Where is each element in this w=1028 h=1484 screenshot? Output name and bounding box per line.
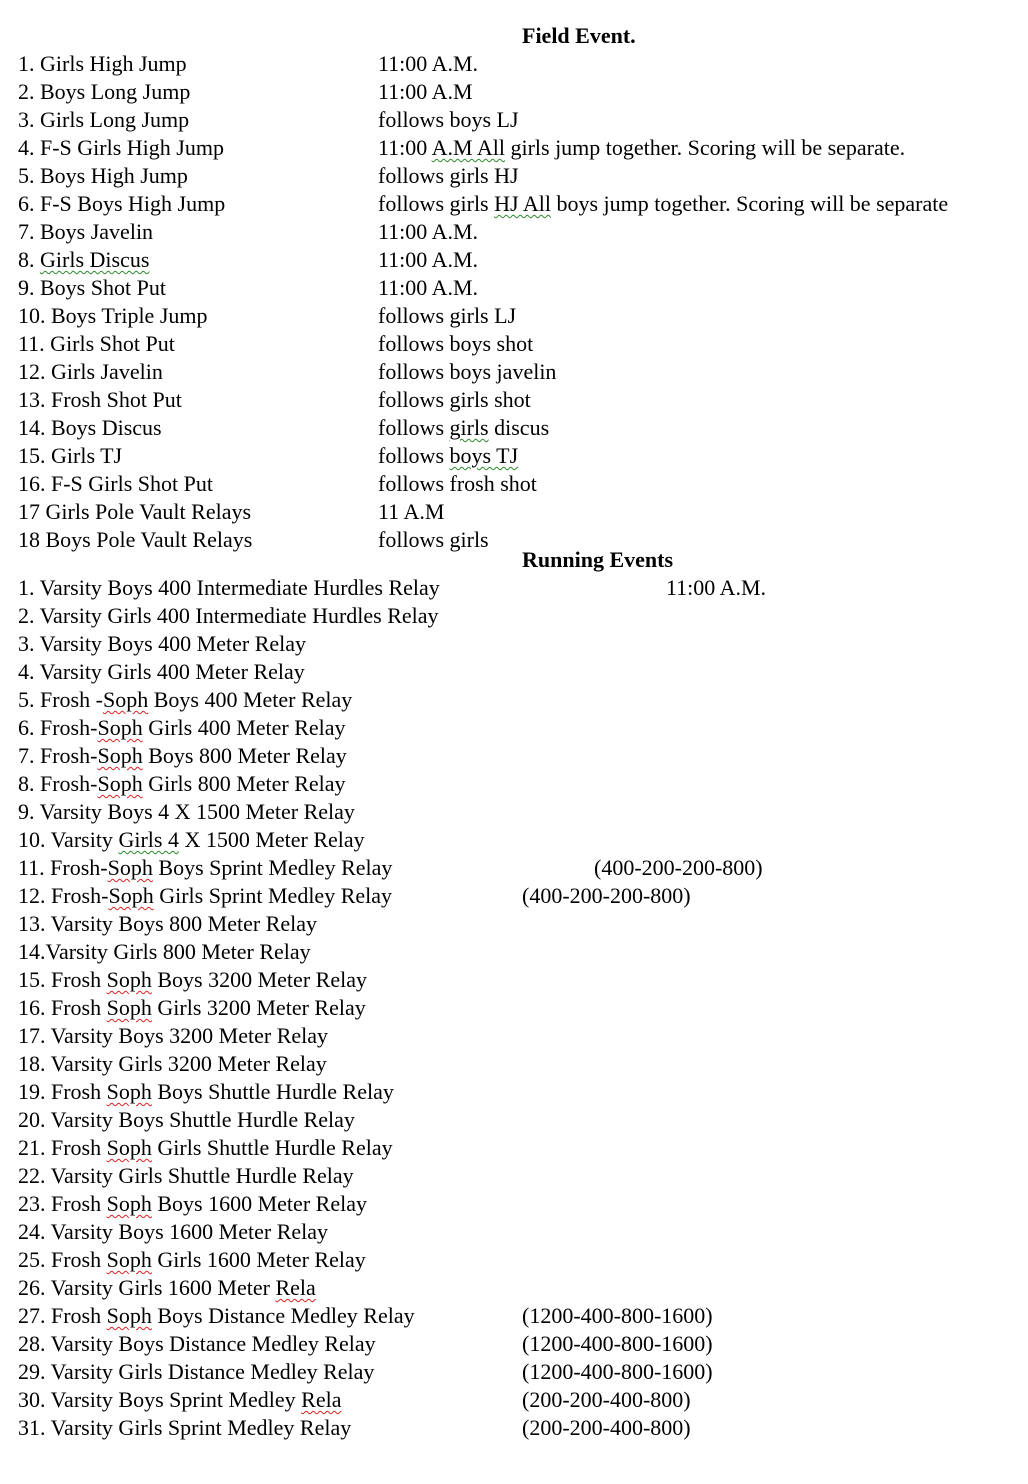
event-note: (400-200-200-800) — [594, 855, 763, 880]
event-name: 13. Varsity Boys 800 Meter Relay — [18, 911, 318, 936]
event-note: (200-200-400-800) — [522, 1415, 691, 1440]
event-name: 17. Varsity Boys 3200 Meter Relay — [18, 1023, 329, 1048]
event-note: (1200-400-800-1600) — [522, 1359, 713, 1384]
event-name: 11. Girls Shot Put — [18, 331, 175, 356]
event-note: (400-200-200-800) — [522, 883, 691, 908]
event-name: 5. Frosh -Soph Boys 400 Meter Relay — [18, 687, 353, 712]
event-name: 1. Girls High Jump — [18, 51, 187, 76]
event-name: 16. Frosh Soph Girls 3200 Meter Relay — [18, 995, 366, 1020]
event-time: follows girls discus — [378, 415, 550, 440]
event-name: 15. Girls TJ — [18, 443, 123, 468]
event-name: 4. F-S Girls High Jump — [18, 135, 224, 160]
event-name: 25. Frosh Soph Girls 1600 Meter Relay — [18, 1247, 366, 1272]
event-name: 21. Frosh Soph Girls Shuttle Hurdle Relay — [18, 1135, 393, 1160]
event-time: 11:00 A.M All girls jump together. Scoring will be separate. — [378, 135, 906, 160]
event-time: follows girls shot — [378, 387, 531, 412]
event-name: 27. Frosh Soph Boys Distance Medley Relay — [18, 1303, 415, 1328]
event-name: 10. Boys Triple Jump — [18, 303, 208, 328]
event-name: 20. Varsity Boys Shuttle Hurdle Relay — [18, 1107, 355, 1132]
event-name: 31. Varsity Girls Sprint Medley Relay — [18, 1415, 352, 1440]
event-time: 11:00 A.M — [378, 79, 473, 104]
event-name: 16. F-S Girls Shot Put — [18, 471, 213, 496]
event-name: 2. Varsity Girls 400 Intermediate Hurdles Relay — [18, 603, 439, 628]
event-name: 12. Girls Javelin — [18, 359, 163, 384]
event-time: 11:00 A.M. — [378, 275, 479, 300]
event-name: 11. Frosh-Soph Boys Sprint Medley Relay — [18, 855, 393, 880]
event-name: 3. Girls Long Jump — [18, 107, 190, 132]
event-name: 6. Frosh-Soph Girls 400 Meter Relay — [18, 715, 346, 740]
event-time: follows girls HJ All boys jump together. Scoring will be separate — [378, 191, 949, 216]
event-name: 8. Girls Discus — [18, 247, 150, 272]
field-events-heading: Field Event. — [522, 23, 636, 48]
event-time: 11:00 A.M. — [378, 219, 479, 244]
event-name: 18 Boys Pole Vault Relays — [18, 527, 253, 552]
event-time: follows frosh shot — [378, 471, 537, 496]
event-name: 30. Varsity Boys Sprint Medley Rela — [18, 1387, 342, 1412]
event-name: 9. Varsity Boys 4 X 1500 Meter Relay — [18, 799, 355, 824]
event-name: 4. Varsity Girls 400 Meter Relay — [18, 659, 305, 684]
event-name: 8. Frosh-Soph Girls 800 Meter Relay — [18, 771, 346, 796]
event-note: (1200-400-800-1600) — [522, 1303, 713, 1328]
event-name: 3. Varsity Boys 400 Meter Relay — [18, 631, 307, 656]
event-name: 1. Varsity Boys 400 Intermediate Hurdles Relay — [18, 575, 440, 600]
event-name: 14.Varsity Girls 800 Meter Relay — [18, 939, 311, 964]
event-time: 11:00 A.M. — [378, 51, 479, 76]
event-time: follows boys javelin — [378, 359, 557, 384]
event-time: follows boys shot — [378, 331, 534, 356]
event-time: follows boys TJ — [378, 443, 519, 468]
event-note: (200-200-400-800) — [522, 1387, 691, 1412]
event-name: 22. Varsity Girls Shuttle Hurdle Relay — [18, 1163, 354, 1188]
event-name: 23. Frosh Soph Boys 1600 Meter Relay — [18, 1191, 367, 1216]
event-name: 5. Boys High Jump — [18, 163, 188, 188]
event-name: 12. Frosh-Soph Girls Sprint Medley Relay — [18, 883, 393, 908]
event-name: 15. Frosh Soph Boys 3200 Meter Relay — [18, 967, 367, 992]
event-name: 24. Varsity Boys 1600 Meter Relay — [18, 1219, 329, 1244]
event-time: follows girls LJ — [378, 303, 517, 328]
event-time: 11 A.M — [378, 499, 445, 524]
event-time: follows boys LJ — [378, 107, 519, 132]
event-note: 11:00 A.M. — [666, 575, 767, 600]
running-events-heading: Running Events — [522, 547, 674, 572]
event-name: 17 Girls Pole Vault Relays — [18, 499, 252, 524]
event-name: 26. Varsity Girls 1600 Meter Rela — [18, 1275, 316, 1300]
event-name: 7. Frosh-Soph Boys 800 Meter Relay — [18, 743, 347, 768]
event-note: (1200-400-800-1600) — [522, 1331, 713, 1356]
event-name: 18. Varsity Girls 3200 Meter Relay — [18, 1051, 327, 1076]
event-time: follows girls — [378, 527, 489, 552]
event-name: 10. Varsity Girls 4 X 1500 Meter Relay — [18, 827, 365, 852]
event-name: 28. Varsity Boys Distance Medley Relay — [18, 1331, 376, 1356]
event-name: 7. Boys Javelin — [18, 219, 154, 244]
event-time: 11:00 A.M. — [378, 247, 479, 272]
event-name: 6. F-S Boys High Jump — [18, 191, 226, 216]
event-name: 14. Boys Discus — [18, 415, 162, 440]
event-name: 29. Varsity Girls Distance Medley Relay — [18, 1359, 375, 1384]
event-name: 9. Boys Shot Put — [18, 275, 166, 300]
event-name: 19. Frosh Soph Boys Shuttle Hurdle Relay — [18, 1079, 394, 1104]
event-name: 2. Boys Long Jump — [18, 79, 191, 104]
event-time: follows girls HJ — [378, 163, 519, 188]
event-name: 13. Frosh Shot Put — [18, 387, 182, 412]
